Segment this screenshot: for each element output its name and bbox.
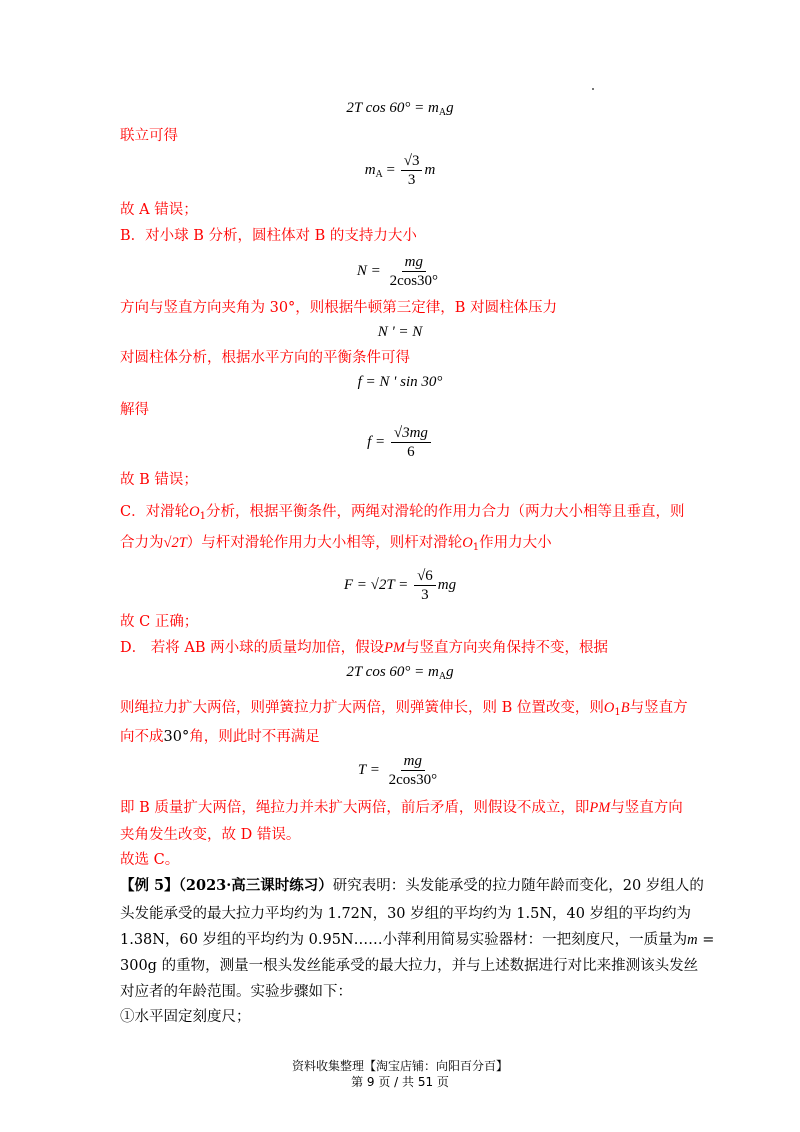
text-d-line1: D． 若将 AB 两小球的质量均加倍，假设PM与竖直方向夹角保持不变，根据 [120,640,609,656]
equation-5: f = N ' sin 30° [357,374,443,390]
example-5-line4: 300g 的重物，测量一根头发丝能承受的最大拉力，并与上述数据进行对比来推测该头发丝 [120,958,699,974]
text-d-line3: 向不成30°角，则此时不再满足 [120,729,320,745]
example-5-line1: 【例 5】（2023·高三课时练习）研究表明：头发能承受的拉力随年龄而变化，20 岁组人的 [120,877,704,894]
text-d-line4: 即 B 质量扩大两倍，绳拉力并未扩大两倍，前后矛盾，则假设不成立，即PM与竖直方向 [120,800,683,816]
text-c-line2: 合力为√2T）与杆对滑轮作用力大小相等，则杆对滑轮$O_1$作用力大小 [120,535,552,553]
example-5-line2: 头发能承受的最大拉力平均约为 1.72N，30 岁组的平均约为 1.5N，40 岁组的平均约为 [120,906,692,922]
text-b-intro: B．对小球 B 分析，圆柱体对 B 的支持力大小 [120,228,417,244]
text-c-right: 故 C 正确； [120,614,199,630]
equation-9: T = $\frac{mg}{2\cos 30^\circ}$ [357,753,438,788]
text-a-wrong: 故 A 错误； [120,202,198,218]
text-d-line5: 夹角发生改变，故 D 错误。 [120,827,301,843]
example-5-line5: 对应者的年龄范围。实验步骤如下： [120,984,352,1000]
example-5-step1: ①水平固定刻度尺； [120,1009,251,1025]
footer-page-number: 第 9 页 / 共 51 页 [351,1075,449,1089]
text-answer: 故选 C。 [120,852,180,868]
text-jiede: 解得 [120,402,149,418]
equation-7: F = √2T = $\frac{√6}{3}$ mg [343,568,457,603]
equation-3: N = $\frac{mg}{2\cos 30^\circ}$ [356,254,439,289]
equation-1: 2T $\cos 60^\circ = m_Ag$ [346,100,454,118]
stray-dot [592,88,594,90]
equation-2: $m_A$ = $\frac{√3}{3}$ m [364,153,436,188]
example-5-line3: 1.38N，60 岁组的平均约为 0.95N……小萍利用简易实验器材：一把刻度尺，一质量为m = [120,932,715,948]
text-d-line2: 则绳拉力扩大两倍，则弹簧拉力扩大两倍，则弹簧伸长，则 B 位置改变，则$O_1B$与竖直方 [120,700,688,718]
text-cylinder: 对圆柱体分析，根据水平方向的平衡条件可得 [120,350,410,366]
footer-source: 资料收集整理【淘宝店铺：向阳百分百】 [291,1059,508,1073]
text-b-direction: 方向与竖直方向夹角为 30°，则根据牛顿第三定律，B 对圆柱体压力 [120,300,558,316]
text-b-wrong: 故 B 错误； [120,472,198,488]
text-c-line1: C．对滑轮$O_1$分析，根据平衡条件，两绳对滑轮的作用力合力（两力大小相等且垂直，则 [120,504,685,522]
equation-4: N ' = N [377,324,423,340]
equation-8: 2T $\cos 60^\circ = m_Ag$ [346,664,454,682]
text-lianli: 联立可得 [120,128,178,144]
equation-6: f = $\frac{√3mg}{6}$ [0,424,800,461]
